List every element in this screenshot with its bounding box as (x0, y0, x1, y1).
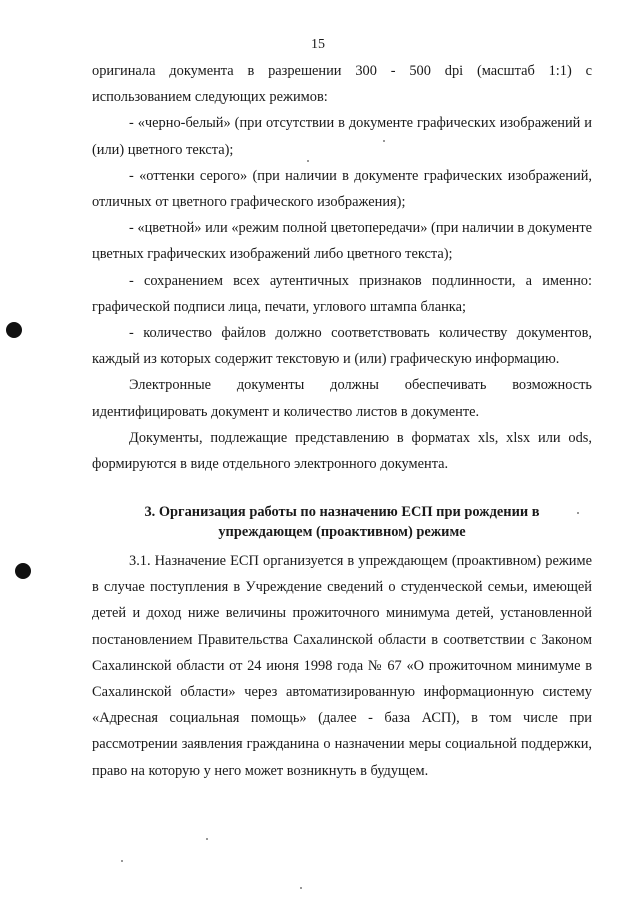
scan-speck (577, 512, 579, 514)
section-heading (92, 502, 592, 542)
paragraph: - «черно-белый» (при отсутствии в документе графических изображений и (или) цветного текста); (92, 115, 592, 158)
paragraph: Документы, подлежащие представлению в форматах xls, xlsx или ods, формируются в виде отдельного электронного документа. (92, 429, 592, 473)
scan-speck (121, 860, 123, 862)
scan-speck (206, 838, 208, 840)
paragraph: - количество файлов должно соответствовать количеству документов, каждый из которых содержит текстовую и (или) графическую информацию. (92, 325, 592, 368)
page-number: 15 (311, 37, 325, 52)
text-block-top (92, 58, 592, 477)
scan-speck (300, 887, 302, 889)
section-heading-line-2: упреждающем (проактивном) режиме (218, 524, 466, 540)
paragraph: оригинала документа в разрешении 300 - 500 dpi (масштаб 1:1) с использованием следующих режимов: (92, 63, 592, 106)
punch-hole-mark (15, 563, 31, 579)
punch-hole-mark (6, 322, 22, 338)
paragraph: 3.1. Назначение ЕСП организуется в упреждающем (проактивном) режиме в случае поступления в Учреждение сведений о студенческой семьи, имеющей детей и доход ниже величины прожиточного минимума детей, установленной постановлением Правительства Сахалинской области в соответствии с Законом Сахалинской области от 24 июня 1998 года № 67 «О прожиточном минимуме в Сахалинской области» через автоматизированную информационную систему «Адресная социальная помощь» (далее - база АСП), в том числе при рассмотрении заявления гражданина о назначении меры социальной поддержки, право на которую у него может возникнуть в будущем. (92, 553, 592, 779)
paragraph: Электронные документы должны обеспечивать возможность идентифицировать документ и количество листов в документе. (92, 377, 592, 420)
paragraph: - «цветной» или «режим полной цветопередачи» (при наличии в документе цветных графических изображений либо цветного текста); (92, 220, 592, 263)
scan-speck (307, 160, 309, 162)
scan-speck (383, 140, 385, 142)
section-heading-line-1: 3. Организация работы по назначению ЕСП при рождении в (144, 504, 540, 520)
text-block-bottom (92, 548, 592, 784)
paragraph: - сохранением всех аутентичных признаков подлинности, а именно: графической подписи лица, печати, углового штампа бланка; (92, 272, 592, 315)
paragraph: - «оттенки серого» (при наличии в документе графических изображений, отличных от цветного графического изображения); (92, 167, 592, 211)
